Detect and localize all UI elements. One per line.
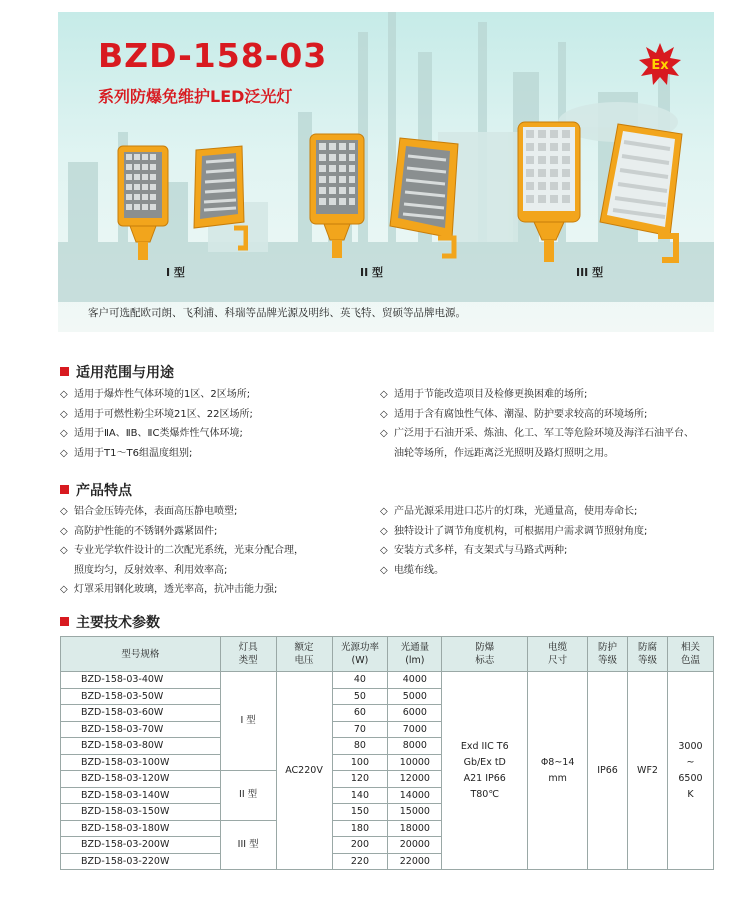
cell-cct: 3000 ~ 6500 K — [667, 672, 713, 870]
cell-power: 120 — [332, 771, 388, 788]
type-2-label: II 型 — [360, 266, 384, 279]
list-item: ◇ 适用于爆炸性气体环境的1区、2区场所; — [60, 385, 380, 405]
table-row — [61, 672, 714, 689]
list-item: ◇ 适用于可燃性粉尘环境21区、22区场所; — [60, 405, 380, 425]
cell-flux: 5000 — [388, 688, 442, 705]
cell-power: 220 — [332, 853, 388, 870]
col-power: 光源功率 (W) — [332, 637, 388, 672]
cell-flux: 22000 — [388, 853, 442, 870]
cell-power: 100 — [332, 754, 388, 771]
scope-heading — [60, 362, 174, 382]
col-ex-mark: 防爆 标志 — [442, 637, 528, 672]
cell-ex-mark: Exd IIC T6 Gb/Ex tD A21 IP66 T80℃ — [442, 672, 528, 870]
list-item: ◇ 适用于ⅡA、ⅡB、ⅡC类爆炸性气体环境; — [60, 424, 380, 444]
list-item: ◇ 专业光学软件设计的二次配光系统，光束分配合理， — [60, 541, 380, 561]
table-header-row — [61, 637, 714, 672]
cell-model: BZD-158-03-150W — [61, 804, 221, 821]
cell-model: BZD-158-03-120W — [61, 771, 221, 788]
lamp-type-1-angled — [190, 144, 248, 254]
cell-power: 40 — [332, 672, 388, 689]
cell-type-3: III 型 — [220, 820, 276, 870]
cell-flux: 10000 — [388, 754, 442, 771]
cell-power: 60 — [332, 705, 388, 722]
ex-badge-text: Ex — [651, 58, 669, 73]
cell-anticorrosion: WF2 — [628, 672, 668, 870]
features-list-right — [380, 502, 740, 580]
cell-flux: 7000 — [388, 721, 442, 738]
col-anticorrosion: 防腐 等级 — [628, 637, 668, 672]
list-item: ◇ 适用于T1～T6组温度组别; — [60, 444, 380, 464]
cell-type-2: II 型 — [220, 771, 276, 821]
cell-model: BZD-158-03-200W — [61, 837, 221, 854]
cell-model: BZD-158-03-60W — [61, 705, 221, 722]
specs-heading — [60, 612, 160, 632]
cell-model: BZD-158-03-100W — [61, 754, 221, 771]
cell-power: 70 — [332, 721, 388, 738]
list-item: ◇ 适用于含有腐蚀性气体、潮湿、防护要求较高的环境场所; — [380, 405, 740, 425]
cell-ip: IP66 — [588, 672, 628, 870]
features-heading-text: 产品特点 — [76, 483, 132, 499]
list-item: ◇ 广泛用于石油开采、炼油、化工、军工等危险环境及海洋石油平台、 — [380, 424, 740, 444]
col-luminous-flux: 光通量 (lm) — [388, 637, 442, 672]
list-item: ◇ 高防护性能的不锈钢外露紧固件; — [60, 522, 380, 542]
list-item: ◇ 安装方式多样，有支架式与马路式两种; — [380, 541, 740, 561]
cell-flux: 14000 — [388, 787, 442, 804]
list-item-continued: 油轮等场所，作远距离泛光照明及路灯照明之用。 — [394, 447, 614, 459]
cell-power: 200 — [332, 837, 388, 854]
cell-power: 140 — [332, 787, 388, 804]
features-heading — [60, 480, 132, 500]
lamp-type-2-angled — [388, 134, 462, 260]
cell-flux: 6000 — [388, 705, 442, 722]
cell-power: 50 — [332, 688, 388, 705]
ex-explosion-proof-badge — [638, 42, 682, 86]
cell-power: 180 — [332, 820, 388, 837]
red-square-bullet-icon — [60, 367, 69, 376]
col-rated-voltage: 额定 电压 — [276, 637, 332, 672]
specs-heading-text: 主要技术参数 — [76, 615, 160, 631]
scope-list-left — [60, 385, 380, 463]
scope-list-right — [380, 385, 740, 463]
list-item: ◇ 电缆布线。 — [380, 561, 740, 581]
cell-model: BZD-158-03-140W — [61, 787, 221, 804]
cell-flux: 8000 — [388, 738, 442, 755]
list-item-continued: 照度均匀，反射效率、利用效率高; — [74, 564, 228, 576]
spec-table — [60, 636, 714, 870]
list-item: ◇ 独特设计了调节角度机构，可根据用户需求调节照射角度; — [380, 522, 740, 542]
red-square-bullet-icon — [60, 485, 69, 494]
lamp-type-1-front — [116, 142, 170, 262]
type-1-label: I 型 — [166, 266, 185, 279]
cell-power: 80 — [332, 738, 388, 755]
cell-flux: 15000 — [388, 804, 442, 821]
cell-model: BZD-158-03-40W — [61, 672, 221, 689]
page-subtitle: 系列防爆免维护LED泛光灯 — [98, 87, 293, 106]
cell-model: BZD-158-03-50W — [61, 688, 221, 705]
list-item: ◇ 产品光源采用进口芯片的灯珠，光通量高，使用寿命长; — [380, 502, 740, 522]
cell-model: BZD-158-03-70W — [61, 721, 221, 738]
cell-flux: 4000 — [388, 672, 442, 689]
features-list-left — [60, 502, 380, 600]
list-item: ◇ 适用于节能改造项目及检修更换困难的场所; — [380, 385, 740, 405]
lamp-type-3-angled — [598, 120, 684, 266]
list-item: ◇ 灯罩采用钢化玻璃，透光率高，抗冲击能力强; — [60, 580, 380, 600]
cell-cable: Φ8~14 mm — [528, 672, 588, 870]
col-cct: 相关 色温 — [667, 637, 713, 672]
cell-power: 150 — [332, 804, 388, 821]
col-ip: 防护 等级 — [588, 637, 628, 672]
cell-type-1: I 型 — [220, 672, 276, 771]
page-title: BZD-158-03 — [98, 36, 328, 75]
cell-model: BZD-158-03-220W — [61, 853, 221, 870]
cell-flux: 12000 — [388, 771, 442, 788]
type-3-label: III 型 — [576, 266, 604, 279]
scope-heading-text: 适用范围与用途 — [76, 365, 174, 381]
cell-flux: 20000 — [388, 837, 442, 854]
product-banner — [58, 12, 714, 332]
light-source-note: 客户可选配欧司朗、飞利浦、科瑞等品牌光源及明纬、英飞特、贸硕等品牌电源。 — [88, 307, 466, 319]
col-model: 型号规格 — [61, 637, 221, 672]
list-item: ◇ 铝合金压铸壳体，表面高压静电喷塑; — [60, 502, 380, 522]
red-square-bullet-icon — [60, 617, 69, 626]
lamp-type-2-front — [308, 130, 366, 260]
col-lamp-type: 灯具 类型 — [220, 637, 276, 672]
col-cable: 电缆 尺寸 — [528, 637, 588, 672]
lamp-type-3-front — [516, 118, 582, 264]
cell-model: BZD-158-03-80W — [61, 738, 221, 755]
cell-flux: 18000 — [388, 820, 442, 837]
cell-model: BZD-158-03-180W — [61, 820, 221, 837]
cell-voltage: AC220V — [276, 672, 332, 870]
